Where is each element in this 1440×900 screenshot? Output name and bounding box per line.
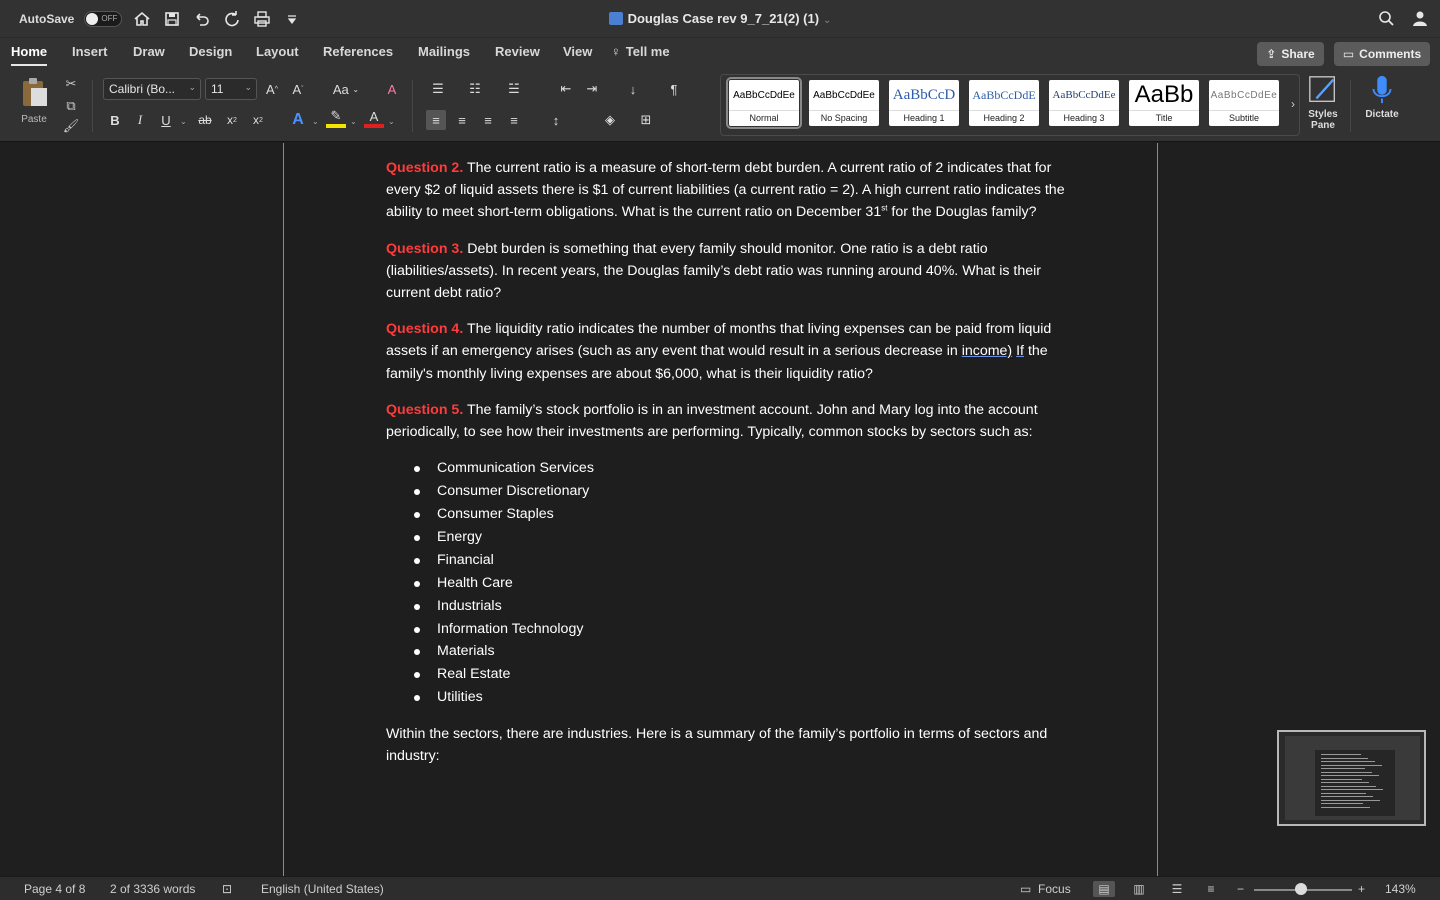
thumbnail-text-line <box>1321 768 1365 769</box>
font-name-value: Calibri (Bo... <box>109 82 176 96</box>
proofing-icon[interactable]: ⊡ <box>222 882 233 896</box>
thumbnail-text-line <box>1321 800 1380 801</box>
numbering-icon[interactable]: ☷ <box>469 81 481 96</box>
style-normal[interactable] <box>729 80 799 126</box>
font-size-value: 11 <box>211 82 224 96</box>
question-4-underlined-b: If <box>1016 343 1024 360</box>
tab-draw[interactable]: Draw <box>133 44 165 59</box>
thumbnail-text-line <box>1321 786 1376 787</box>
zoom-level[interactable]: 143% <box>1385 882 1416 896</box>
share-button[interactable] <box>1257 42 1324 66</box>
font-size-select[interactable] <box>205 78 257 100</box>
style-sample: AaBbCcDdEe <box>733 89 795 101</box>
clipboard-icon <box>19 76 49 108</box>
question-2-superscript: st <box>881 203 888 213</box>
page-count[interactable]: Page 4 of 8 <box>24 882 86 896</box>
focus-label: Focus <box>1038 882 1071 896</box>
microphone-icon <box>1366 74 1398 106</box>
question-4 <box>386 318 1066 385</box>
multilevel-list-icon[interactable]: ☱ <box>508 81 520 96</box>
tell-me[interactable] <box>611 44 670 59</box>
title-bar <box>0 0 1440 38</box>
thumbnail-text-line <box>1321 765 1382 766</box>
list-item: Consumer Discretionary <box>414 480 1066 503</box>
thumbnail-text-line <box>1321 793 1366 794</box>
comments-button[interactable] <box>1334 42 1430 66</box>
bold-icon[interactable]: B <box>110 112 120 128</box>
justify-icon[interactable]: ≡ <box>510 112 518 128</box>
list-item: Communication Services <box>414 457 1066 480</box>
question-2 <box>386 157 1066 224</box>
page-edge-right <box>1157 143 1158 876</box>
divider <box>1350 80 1351 132</box>
style-name: No Spacing <box>809 110 879 123</box>
styles-gallery <box>720 74 1300 136</box>
style-heading-1[interactable] <box>889 80 959 126</box>
borders-icon[interactable]: ⊞ <box>640 112 652 127</box>
subscript-icon[interactable]: x 2 <box>227 113 237 127</box>
highlight-icon[interactable]: ✎ <box>326 108 346 128</box>
sector-list <box>414 457 1066 709</box>
comment-icon: ▭ <box>1342 47 1355 61</box>
font-color-icon[interactable]: A <box>364 108 384 128</box>
document-page[interactable] <box>284 143 1157 876</box>
document-title[interactable] <box>0 11 1440 26</box>
zoom-in-icon[interactable]: + <box>1358 882 1366 896</box>
search-icon[interactable] <box>1376 9 1396 27</box>
thumbnail-window <box>1285 736 1420 820</box>
question-5 <box>386 399 1066 443</box>
status-bar <box>0 876 1440 900</box>
language[interactable]: English (United States) <box>261 882 384 896</box>
question-5-label: Question 5. <box>386 401 464 418</box>
question-2-text-a: The current ratio is a measure of short-term debt burden. A current ratio of 2 indicates that for every $2 of liquid assets there is $1 of current liabilities (a current ratio = 2). A high current ratio indicates the ability to meet short-term obligations. What is the current ratio on December 31 <box>386 160 1065 221</box>
chevron-right-icon[interactable]: › <box>1291 97 1295 111</box>
thumbnail-text-line <box>1321 779 1362 780</box>
thumbnail-text-line <box>1321 775 1379 776</box>
cut-icon[interactable]: ✂ <box>65 76 77 91</box>
autosave-state: OFF <box>101 14 118 23</box>
list-item: Industrials <box>414 595 1066 618</box>
zoom-out-icon[interactable]: − <box>1237 882 1245 896</box>
decrease-indent-icon[interactable]: ⇤ <box>560 81 572 96</box>
chevron-down-icon: ⌄ <box>350 117 357 126</box>
style-sample: AaBbCcDdEe <box>813 89 875 101</box>
autosave-label: AutoSave <box>19 12 75 26</box>
outline-view-icon[interactable]: ☰ <box>1171 882 1183 896</box>
list-item: Utilities <box>414 686 1066 709</box>
question-2-text-b: for the Douglas family? <box>887 204 1037 221</box>
tab-view[interactable]: View <box>563 44 593 59</box>
list-item: Health Care <box>414 572 1066 595</box>
grow-font-icon[interactable]: A ^ <box>266 81 278 97</box>
line-spacing-icon[interactable]: ↕ <box>552 112 560 128</box>
style-name: Heading 1 <box>889 110 959 123</box>
web-layout-icon[interactable]: ▥ <box>1133 882 1145 896</box>
tab-home[interactable]: Home <box>11 44 48 59</box>
window-thumbnail[interactable] <box>1277 730 1426 826</box>
underline-icon[interactable]: U <box>161 112 171 128</box>
tab-review[interactable]: Review <box>495 44 540 59</box>
question-4-underlined-a: income) <box>961 343 1013 360</box>
tab-mailings[interactable]: Mailings <box>418 44 471 59</box>
thumbnail-text-line <box>1321 761 1375 762</box>
thumbnail-text-line <box>1321 807 1370 808</box>
clear-formatting-icon[interactable]: A <box>387 81 397 97</box>
question-5-text: The family’s stock portfolio is in an investment account. John and Mary log into the account periodically, to see how their investments are performing. Typically, common stocks by sectors such as: <box>386 401 1038 441</box>
styles-pane-button[interactable] <box>1304 74 1342 131</box>
comments-label: Comments <box>1359 47 1422 61</box>
chevron-down-icon: ⌄ <box>188 82 196 92</box>
thumbnail-text-line <box>1321 758 1368 759</box>
sort-icon[interactable]: ↓ <box>629 81 637 97</box>
list-item: Information Technology <box>414 618 1066 641</box>
copy-icon[interactable]: ⧉ <box>66 98 76 113</box>
tab-insert[interactable]: Insert <box>72 44 108 59</box>
show-formatting-icon[interactable]: ¶ <box>670 81 678 97</box>
focus-button[interactable] <box>1020 882 1071 896</box>
bullets-icon[interactable]: ☰ <box>432 81 444 96</box>
ribbon-home <box>0 70 1440 142</box>
chevron-down-icon: ⌄ <box>180 117 187 126</box>
focus-icon: ▭ <box>1020 882 1032 896</box>
style-sample: AaBbCcDdEe <box>1052 89 1116 101</box>
style-sample: AaBbCcDdEe <box>1210 89 1278 101</box>
text-effects-icon[interactable]: A <box>292 111 304 128</box>
closing-paragraph: Within the sectors, there are industries. Here is a summary of the family’s portfolio in terms of sectors and industry: <box>386 726 1048 765</box>
chevron-down-icon: ⌄ <box>244 82 252 92</box>
share-label: Share <box>1281 47 1315 61</box>
question-3 <box>386 238 1066 305</box>
style-sample: AaBbCcDdE <box>972 87 1036 102</box>
paste-label: Paste <box>21 114 47 125</box>
change-case-label: Aa <box>332 81 349 97</box>
divider <box>92 80 93 132</box>
align-right-icon[interactable]: ≡ <box>484 112 492 128</box>
question-4-text-a: The liquidity ratio indicates the number of months that living expenses can be paid from liquid assets if an emergency arises (such as any event that would result in a serious decrease in <box>386 321 1052 360</box>
chevron-down-icon: ⌄ <box>312 117 319 126</box>
font-name-select[interactable] <box>103 78 201 100</box>
style-name: Title <box>1129 110 1199 123</box>
word-document-icon <box>609 12 623 25</box>
change-case-button[interactable]: Aa ⌄ <box>332 81 360 97</box>
share-icon: ⇪ <box>1266 47 1277 61</box>
tab-design[interactable]: Design <box>189 44 233 59</box>
tell-me-label: Tell me <box>625 44 670 59</box>
style-subtitle[interactable] <box>1209 80 1279 126</box>
list-item: Consumer Staples <box>414 503 1066 526</box>
list-item: Energy <box>414 526 1066 549</box>
print-layout-icon[interactable]: ▤ <box>1093 881 1115 897</box>
style-name: Subtitle <box>1209 110 1279 123</box>
list-item: Materials <box>414 640 1066 663</box>
strikethrough-icon[interactable]: ab <box>198 113 212 127</box>
list-item: Financial <box>414 549 1066 572</box>
document-title-text: Douglas Case rev 9_7_21(2) (1) <box>627 11 820 26</box>
increase-indent-icon[interactable]: ⇥ <box>586 81 598 96</box>
style-no-spacing[interactable] <box>809 80 879 126</box>
style-sample: AaBb <box>1134 81 1194 108</box>
styles-pane-label-2: Pane <box>1311 120 1335 131</box>
dictate-button[interactable] <box>1360 74 1404 120</box>
format-painter-icon[interactable]: 🖌 <box>62 118 80 133</box>
tab-layout[interactable]: Layout <box>256 44 299 59</box>
thumbnail-text-line <box>1321 803 1363 804</box>
share-person-icon[interactable] <box>1410 9 1430 27</box>
question-3-text: Debt burden is something that every family should monitor. One ratio is a debt ratio (liabilities/assets). In recent years, the Douglas family’s debt ratio was running around 40%. What is their current debt ratio? <box>386 240 1042 302</box>
align-center-icon[interactable]: ≡ <box>458 112 466 128</box>
thumbnail-text-line <box>1321 796 1373 797</box>
superscript-icon[interactable]: x 2 <box>253 113 263 127</box>
style-name: Heading 2 <box>969 110 1039 123</box>
style-sample: AaBbCcD <box>892 86 956 103</box>
titlebar-right <box>1376 9 1430 27</box>
style-name: Normal <box>729 110 799 123</box>
styles-pane-label-1: Styles <box>1308 109 1338 120</box>
question-2-label: Question 2. <box>386 160 464 176</box>
dictate-label: Dictate <box>1365 109 1399 120</box>
thumbnail-text-line <box>1321 782 1369 783</box>
ribbon-tabs <box>0 38 1440 70</box>
thumbnail-text-line <box>1321 772 1372 773</box>
question-4-label: Question 4. <box>386 321 464 338</box>
styles-pane-icon <box>1307 74 1339 106</box>
chevron-down-icon: ⌄ <box>388 117 395 126</box>
align-left-icon[interactable]: ≡ <box>426 110 446 130</box>
thumbnail-text-line <box>1321 754 1361 755</box>
question-3-label: Question 3. <box>386 240 464 257</box>
question-4-text-b: the family's monthly living expenses are about $6,000, what is their liquidity ratio? <box>386 343 1048 382</box>
style-name: Heading 3 <box>1049 110 1119 123</box>
word-count[interactable]: 2 of 3336 words <box>110 882 196 896</box>
zoom-slider-handle[interactable] <box>1295 883 1307 895</box>
tab-references[interactable]: References <box>323 44 394 59</box>
divider <box>412 80 413 132</box>
document-body[interactable] <box>386 157 1066 782</box>
italic-icon[interactable]: I <box>137 112 143 127</box>
thumbnail-text-line <box>1321 789 1383 790</box>
lightbulb-icon: ♀ <box>611 44 621 59</box>
style-heading-3[interactable] <box>1049 80 1119 126</box>
chevron-down-icon: ⌄ <box>823 15 832 26</box>
shading-icon[interactable]: ◈ <box>605 112 615 127</box>
style-heading-2[interactable] <box>969 80 1039 126</box>
draft-view-icon[interactable]: ≡ <box>1207 882 1215 896</box>
paste-button[interactable] <box>12 76 56 125</box>
document-canvas <box>0 143 1440 876</box>
list-item: Real Estate <box>414 663 1066 686</box>
shrink-font-icon[interactable]: A ˇ <box>292 81 304 97</box>
style-title[interactable] <box>1129 80 1199 126</box>
